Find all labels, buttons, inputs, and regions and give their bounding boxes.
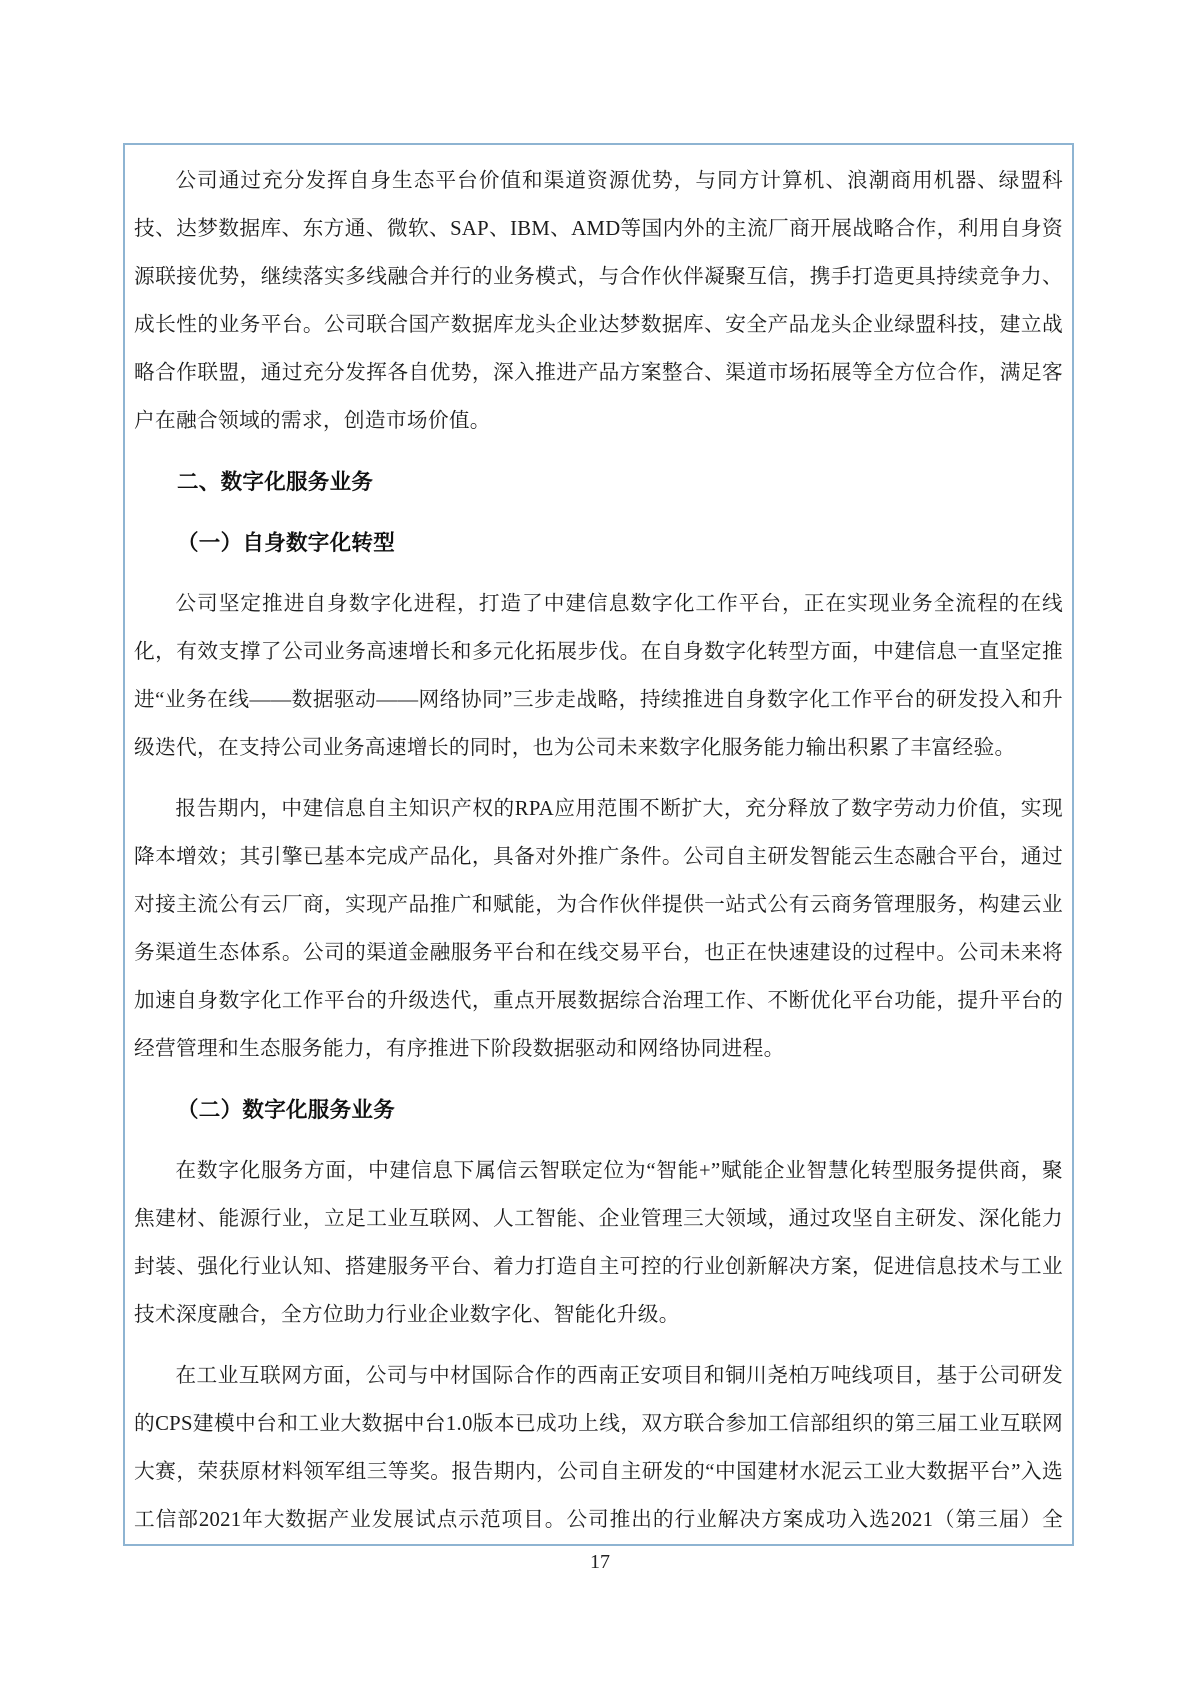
paragraph-intelligent-plus-services: 在数字化服务方面，中建信息下属信云智联定位为“智能+”赋能企业智慧化转型服务提供商，聚焦建材、能源行业，立足工业互联网、人工智能、企业管理三大领域，通过攻坚自主研发、深化能力封装、强化行业认知、搭建服务平台、着力打造自主可控的行业创新解决方案，促进信息技术与工业技术深度融合，全方位助力行业企业数字化、智能化升级。 — [134, 1160, 1063, 1326]
paragraph-strategic-cooperation: 公司通过充分发挥自身生态平台价值和渠道资源优势，与同方计算机、浪潮商用机器、绿盟科技、达梦数据库、东方通、微软、SAP、IBM、AMD等国内外的主流厂商开展战略合作，利用自身资源联接优势，继续落实多线融合并行的业务模式，与合作伙伴凝聚互信，携手打造更具持续竞争力、成长性的业务平台。公司联合国产数据库龙头企业达梦数据库、安全产品龙头企业绿盟科技，建立战略合作联盟，通过充分发挥各自优势，深入推进产品方案整合、渠道市场拓展等全方位合作，满足客户在融合领域的需求，创造市场价值。 — [134, 170, 1063, 432]
paragraph-digital-work-platform: 公司坚定推进自身数字化进程，打造了中建信息数字化工作平台，正在实现业务全流程的在线化，有效支撑了公司业务高速增长和多元化拓展步伐。在自身数字化转型方面，中建信息一直坚定推进“业务在线——数据驱动——网络协同”三步走战略，持续推进自身数字化工作平台的研发投入和升级迭代，在支持公司业务高速增长的同时，也为公司未来数字化服务能力输出积累了丰富经验。 — [134, 593, 1063, 759]
paragraph-rpa-and-cloud-ecosystem: 报告期内，中建信息自主知识产权的RPA应用范围不断扩大，充分释放了数字劳动力价值，实现降本增效；其引擎已基本完成产品化，具备对外推广条件。公司自主研发智能云生态融合平台，通过对接主流公有云厂商，实现产品推广和赋能，为合作伙伴提供一站式公有云商务管理服务，构建云业务渠道生态体系。公司的渠道金融服务平台和在线交易平台，也正在快速建设的过程中。公司未来将加速自身数字化工作平台的升级迭代，重点开展数据综合治理工作、不断优化平台功能，提升平台的经营管理和生态服务能力，有序推进下阶段数据驱动和网络协同进程。 — [134, 798, 1063, 1060]
subsection-heading-self-digital-transformation: （一）自身数字化转型 — [177, 531, 396, 555]
paragraph-industrial-internet: 在工业互联网方面，公司与中材国际合作的西南正安项目和铜川尧柏万吨线项目，基于公司研发的CPS建模中台和工业大数据中台1.0版本已成功上线，双方联合参加工信部组织的第三届工业互联网大赛，荣获原材料领军组三等奖。报告期内，公司自主研发的“中国建材水泥云工业大数据平台”入选工信部2021年大数据产业发展试点示范项目。公司推出的行业解决方案成功入选2021（第三届）全 — [134, 1365, 1063, 1531]
section-heading-digital-services: 二、数字化服务业务 — [177, 470, 374, 494]
page-number: 17 — [590, 1551, 610, 1573]
page-border-frame — [123, 143, 1074, 1546]
subsection-heading-digital-service-business: （二）数字化服务业务 — [177, 1098, 396, 1122]
